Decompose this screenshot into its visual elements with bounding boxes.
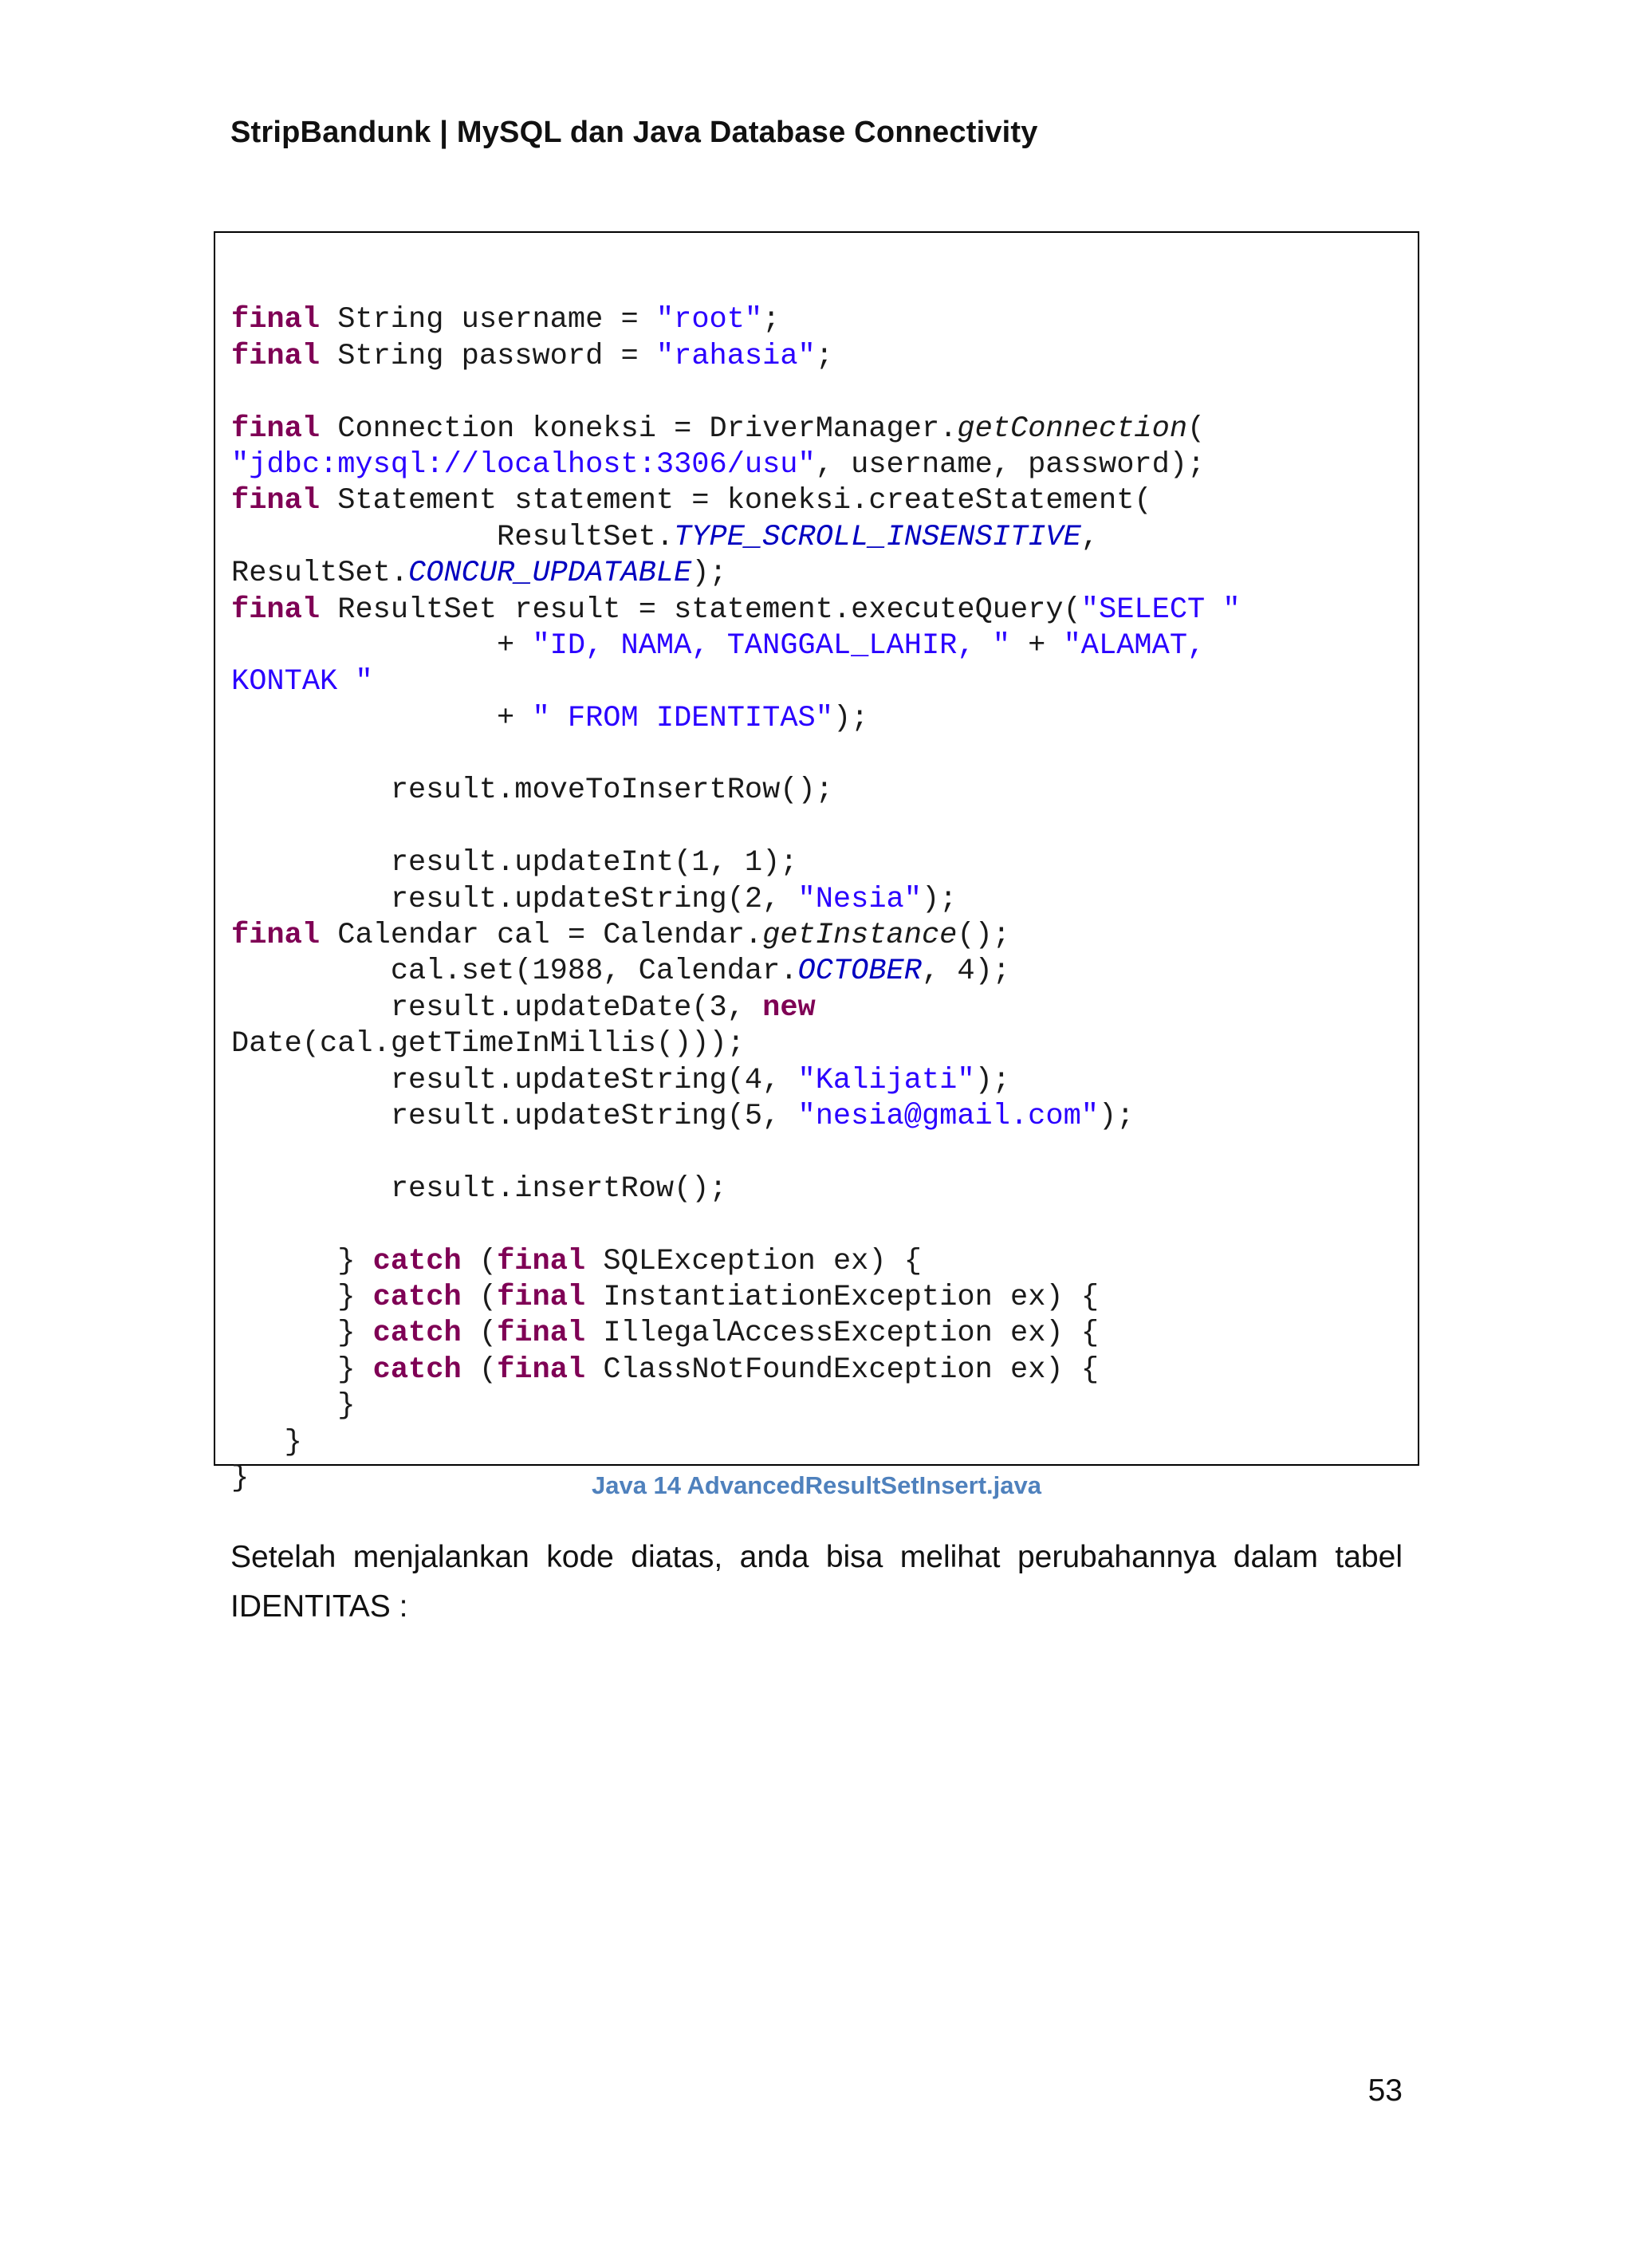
code-text: ResultSet.: [231, 557, 409, 591]
code-line: [231, 845, 1241, 881]
code-text: InstantiationException ex) {: [585, 1280, 1100, 1314]
code-text: );: [832, 701, 869, 735]
code-keyword: final: [231, 303, 321, 337]
code-text: (: [461, 1280, 498, 1314]
code-text: SQLException ex) {: [585, 1244, 922, 1278]
code-method: getInstance: [762, 919, 958, 953]
code-keyword: final: [231, 484, 321, 518]
code-text: }: [231, 1244, 373, 1278]
page-header: StripBandunk | MySQL dan Java Database Connectivity: [230, 116, 1038, 149]
code-text: result.updateString(4,: [231, 1063, 798, 1097]
code-text: Calendar cal = Calendar.: [320, 919, 763, 953]
code-keyword: final: [231, 411, 321, 446]
code-text: IllegalAccessException ex) {: [585, 1317, 1100, 1351]
code-text: String password =: [320, 339, 656, 373]
code-line: [231, 773, 1241, 809]
code-constant: TYPE_SCROLL_INSENSITIVE: [674, 520, 1081, 554]
code-text: Date(cal.getTimeInMillis()));: [231, 1027, 745, 1061]
code-line: [231, 411, 1241, 447]
code-keyword: catch: [372, 1244, 462, 1278]
code-text: Statement statement = koneksi.createStatement(: [320, 484, 1152, 518]
code-text: result.updateDate(3,: [231, 990, 763, 1025]
code-string: KONTAK ": [231, 665, 373, 699]
code-keyword: catch: [372, 1353, 462, 1387]
code-line: [231, 375, 1241, 411]
code-text: }: [231, 1425, 302, 1459]
code-line: [231, 1207, 1241, 1243]
code-line: [231, 302, 1241, 338]
code-keyword: catch: [372, 1317, 462, 1351]
code-block: [231, 266, 1241, 1497]
code-text: result.moveToInsertRow();: [231, 774, 833, 808]
code-line: [231, 1425, 1241, 1461]
code-string: "ALAMAT,: [1063, 628, 1206, 663]
code-line: [231, 339, 1241, 375]
page-number: 53: [1367, 2073, 1403, 2108]
code-text: ,: [1080, 520, 1099, 554]
code-text: result.updateString(5,: [231, 1099, 798, 1133]
code-keyword: final: [231, 339, 321, 373]
code-text: +: [1009, 628, 1064, 663]
code-text: String username =: [320, 303, 656, 337]
code-text: }: [231, 1461, 250, 1495]
code-keyword: final: [497, 1244, 586, 1278]
code-line: [231, 882, 1241, 918]
code-text: , 4);: [921, 955, 1010, 989]
code-string: "rahasia": [655, 339, 816, 373]
code-text: ();: [957, 919, 1010, 953]
code-string: "SELECT ": [1080, 593, 1241, 627]
code-text: );: [974, 1063, 1010, 1097]
code-string: "ID, NAMA, TANGGAL_LAHIR, ": [532, 628, 1010, 663]
code-text: }: [231, 1317, 373, 1351]
code-keyword: final: [231, 593, 321, 627]
code-text: );: [691, 557, 727, 591]
code-text: }: [231, 1389, 356, 1423]
code-line: [231, 809, 1241, 845]
code-line: [231, 1099, 1241, 1135]
code-line: [231, 918, 1241, 954]
code-line: [231, 1135, 1241, 1171]
code-line: [231, 483, 1241, 519]
code-text: (: [461, 1317, 498, 1351]
code-line: [231, 266, 1241, 302]
code-string: "jdbc:mysql://localhost:3306/usu": [231, 447, 816, 482]
code-text: +: [231, 701, 533, 735]
code-text: result.updateInt(1, 1);: [231, 846, 798, 880]
code-line: [231, 701, 1241, 737]
code-text: Connection koneksi = DriverManager.: [320, 411, 958, 446]
code-line: [231, 520, 1241, 556]
code-text: ResultSet.: [231, 520, 675, 554]
code-line: [231, 556, 1241, 592]
code-constant: OCTOBER: [797, 955, 922, 989]
code-string: " FROM IDENTITAS": [532, 701, 833, 735]
code-string: "Kalijati": [797, 1063, 975, 1097]
code-method: getConnection: [957, 411, 1188, 446]
code-line: [231, 1171, 1241, 1207]
code-line: [231, 447, 1241, 483]
code-text: );: [1098, 1099, 1135, 1133]
code-keyword: final: [231, 919, 321, 953]
code-text: ;: [762, 303, 781, 337]
code-keyword: final: [497, 1280, 586, 1314]
code-text: );: [921, 882, 958, 916]
code-text: ;: [815, 339, 833, 373]
code-text: (: [1187, 411, 1206, 446]
code-line: [231, 954, 1241, 990]
code-text: ClassNotFoundException ex) {: [585, 1353, 1100, 1387]
code-line: [231, 1353, 1241, 1388]
code-line: [231, 1388, 1241, 1424]
code-keyword: catch: [372, 1280, 462, 1314]
code-line: [231, 990, 1241, 1026]
code-line: [231, 664, 1241, 700]
code-line: [231, 1063, 1241, 1099]
code-text: cal.set(1988, Calendar.: [231, 955, 798, 989]
code-text: result.insertRow();: [231, 1171, 727, 1206]
code-constant: CONCUR_UPDATABLE: [408, 557, 692, 591]
code-caption: Java 14 AdvancedResultSetInsert.java: [591, 1471, 1042, 1499]
code-text: }: [231, 1353, 373, 1387]
code-line: [231, 737, 1241, 773]
code-keyword: new: [762, 990, 816, 1025]
code-keyword: final: [497, 1317, 586, 1351]
body-paragraph: Setelah menjalankan kode diatas, anda bisa melihat perubahannya dalam tabel IDENTITAS :: [230, 1540, 1403, 1624]
code-line: [231, 593, 1241, 628]
code-line: [231, 1244, 1241, 1280]
code-line: [231, 1316, 1241, 1352]
code-line: [231, 628, 1241, 664]
code-line: [231, 1280, 1241, 1316]
code-line: [231, 1026, 1241, 1062]
code-text: }: [231, 1280, 373, 1314]
code-string: "nesia@gmail.com": [797, 1099, 1099, 1133]
code-string: "root": [655, 303, 763, 337]
code-text: (: [461, 1353, 498, 1387]
code-text: (: [461, 1244, 498, 1278]
code-string: "Nesia": [797, 882, 922, 916]
code-text: +: [231, 628, 533, 663]
code-text: result.updateString(2,: [231, 882, 798, 916]
code-keyword: final: [497, 1353, 586, 1387]
code-text: ResultSet result = statement.executeQuery(: [320, 593, 1081, 627]
code-text: , username, password);: [815, 447, 1206, 482]
